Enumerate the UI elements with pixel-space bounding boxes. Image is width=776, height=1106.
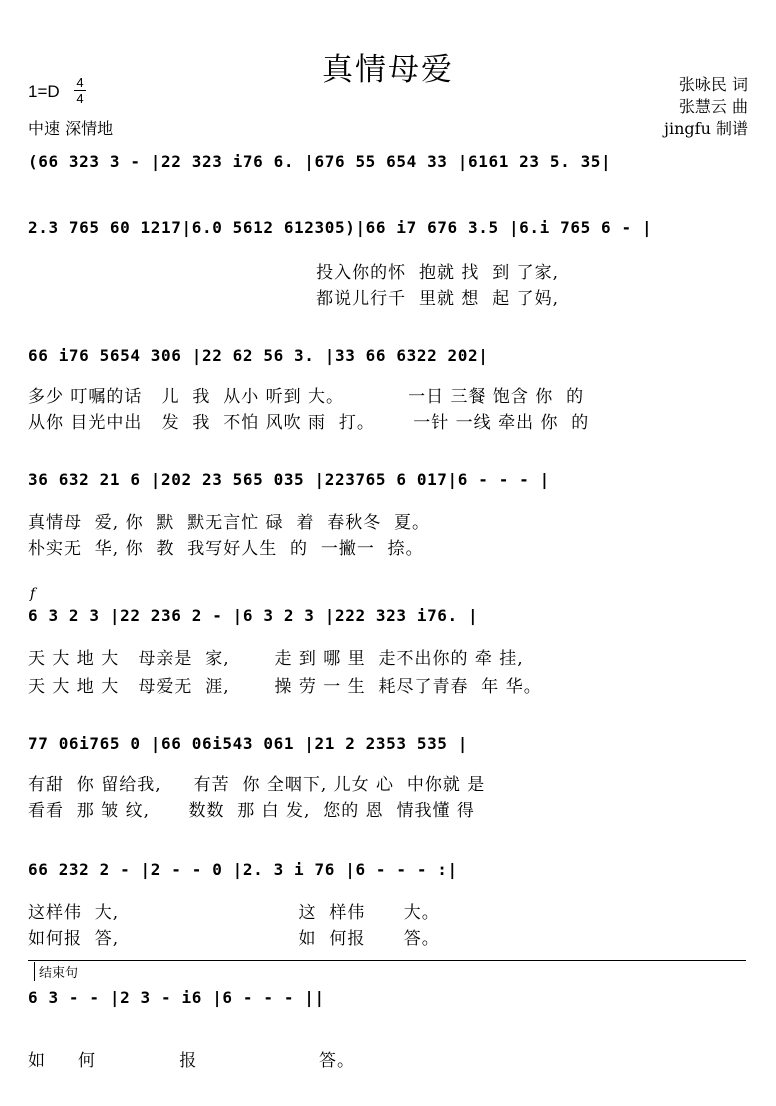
- notation-row-6-notes: 77 06i765 0 |66 06i543 061 |21 2 2353 535 |: [28, 734, 469, 753]
- notation-row-8-notes: 6 3 - - |2 3 - i6 |6 - - - ||: [28, 988, 325, 1007]
- lyric-row-5-verse-1: 天 大 地 大 母亲是 家, 走 到 哪 里 走不出你的 牵 挂,: [28, 649, 524, 669]
- song-title: 真情母爱: [322, 52, 454, 88]
- notation-row-1: [28, 148, 750, 178]
- notation-row-5: [28, 602, 750, 632]
- notation-row-1-notes: (66 323 3 - |22 323 i76 6. |676 55 654 33 |6161 23 5. 35|: [28, 152, 612, 171]
- key-signature: 1=D: [28, 82, 60, 101]
- time-signature-top: 4: [76, 75, 84, 90]
- lyric-row-3-verse-1: 多少 叮嘱的话 儿 我 从小 听到 大。 一日 三餐 饱含 你 的: [28, 387, 585, 407]
- ending-bracket: [28, 960, 746, 961]
- lyric-row-2-verse-2: 都说儿行千 里就 想 起 了妈,: [28, 289, 559, 309]
- lyric-row-3-verse-2: 从你 目光中出 发 我 不怕 风吹 雨 打。 一针 一线 牵出 你 的: [28, 413, 590, 433]
- notation-row-4-notes: 36 632 21 6 |202 23 565 035 |223765 6 017|6 - - - |: [28, 470, 550, 489]
- notation-row-3: [28, 342, 750, 372]
- dynamic-marking: f: [30, 586, 36, 602]
- lyric-row-4-verse-2: 朴实无 华, 你 教 我写好人生 的 一撇一 捺。: [28, 539, 424, 559]
- lyric-row-6-verse-2: 看看 那 皱 纹, 数数 那 白 发, 您的 恩 情我懂 得: [28, 801, 475, 821]
- notation-row-7-notes: 66 232 2 - |2 - - 0 |2. 3 i 76 |6 - - - :|: [28, 860, 458, 879]
- notation-row-8: [28, 984, 750, 1014]
- notation-row-2: [28, 214, 750, 244]
- notation-row-6: [28, 730, 750, 760]
- notation-row-4: [28, 466, 750, 496]
- lyric-row-5-verse-2: 天 大 地 大 母爱无 涯, 操 劳 一 生 耗尽了青春 年 华。: [28, 677, 542, 697]
- lyric-row-7-verse-1: 这样伟 大, 这 样伟 大。: [28, 903, 440, 923]
- tempo-marking: 中速 深情地: [28, 119, 114, 138]
- notation-row-2-notes: 2.3 765 60 1217|6.0 5612 612305)|66 i7 676 3.5 |6.i 765 6 - |: [28, 218, 653, 237]
- time-signature: [74, 76, 86, 105]
- lyric-row-6-verse-1: 有甜 你 留给我, 有苦 你 全咽下, 儿女 心 中你就 是: [28, 775, 486, 795]
- notation-row-7: [28, 856, 750, 886]
- lyric-row-8: 如 何 报 答。: [28, 1051, 355, 1071]
- notation-row-5-notes: 6 3 2 3 |22 236 2 - |6 3 2 3 |222 323 i76. |: [28, 606, 479, 625]
- lyric-row-7-verse-2: 如何报 答, 如 何报 答。: [28, 929, 440, 949]
- notation-row-3-notes: 66 i76 5654 306 |22 62 56 3. |33 66 6322 202|: [28, 346, 489, 365]
- time-signature-bottom: 4: [76, 91, 84, 106]
- lyric-row-4-verse-1: 真情母 爱, 你 默 默无言忙 碌 着 春秋冬 夏。: [28, 513, 431, 533]
- engraver-credit: jingfu 制谱: [664, 119, 748, 138]
- lyric-row-2-verse-1: 投入你的怀 抱就 找 到 了家,: [28, 263, 559, 283]
- composer-credit: 张慧云 曲: [678, 97, 748, 116]
- lyricist-credit: 张咏民 词: [678, 75, 748, 94]
- ending-label: 结束句: [34, 962, 78, 981]
